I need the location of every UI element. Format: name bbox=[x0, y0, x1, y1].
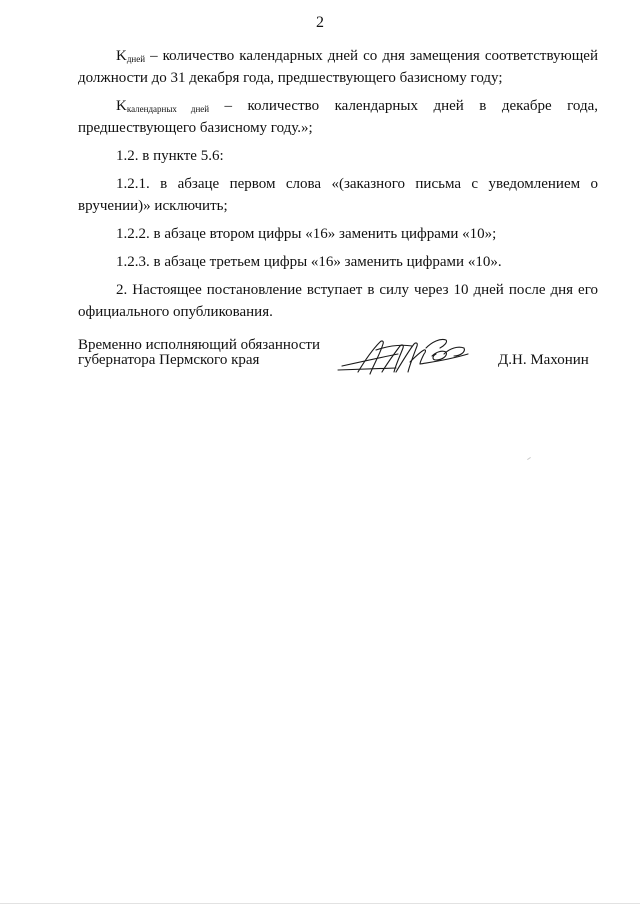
paragraph-item-1-2-1: 1.2.1. в абзаце первом слова «(заказного письма с уведомлением о вручении)» исключить; bbox=[78, 176, 598, 214]
paragraph-item-1-2: 1.2. в пункте 5.6: bbox=[116, 148, 224, 164]
k-symbol: K bbox=[116, 48, 127, 64]
document-body bbox=[78, 45, 598, 329]
handwritten-signature bbox=[336, 332, 476, 382]
paragraph-item-2: 2. Настоящее постановление вступает в силу через 10 дней после дня его официального опубликования. bbox=[78, 282, 598, 320]
paragraph-text: – количество календарных дней со дня замещения соответствующей должности до 31 декабря года, предшествующего базисному году; bbox=[78, 48, 598, 86]
paragraph-k-calendar-days bbox=[78, 95, 598, 139]
signatory-name: Д.Н. Махонин bbox=[498, 352, 589, 368]
signatory-position-line2: губернатора Пермского края bbox=[78, 352, 260, 368]
paragraph-text: – количество календарных дней в декабре года, предшествующего базисному году.»; bbox=[78, 98, 598, 136]
paragraph-item-1-2-2: 1.2.2. в абзаце втором цифры «16» заменить цифрами «10»; bbox=[116, 226, 497, 242]
signatory-position bbox=[78, 338, 320, 368]
k-subscript: дней bbox=[126, 54, 146, 64]
paragraph-k-days bbox=[78, 45, 598, 89]
paragraph-item-1-2-3: 1.2.3. в абзаце третьем цифры «16» заменить цифрами «10». bbox=[116, 254, 502, 270]
scan-speck bbox=[527, 457, 531, 460]
k-symbol: K bbox=[116, 98, 127, 114]
page-number: 2 bbox=[316, 14, 324, 31]
k-subscript: календарных дней bbox=[126, 104, 210, 114]
signatory-position-line1: Временно исполняющий обязанности bbox=[78, 337, 321, 353]
scan-edge-line bbox=[0, 903, 640, 904]
signature-block bbox=[78, 338, 598, 398]
